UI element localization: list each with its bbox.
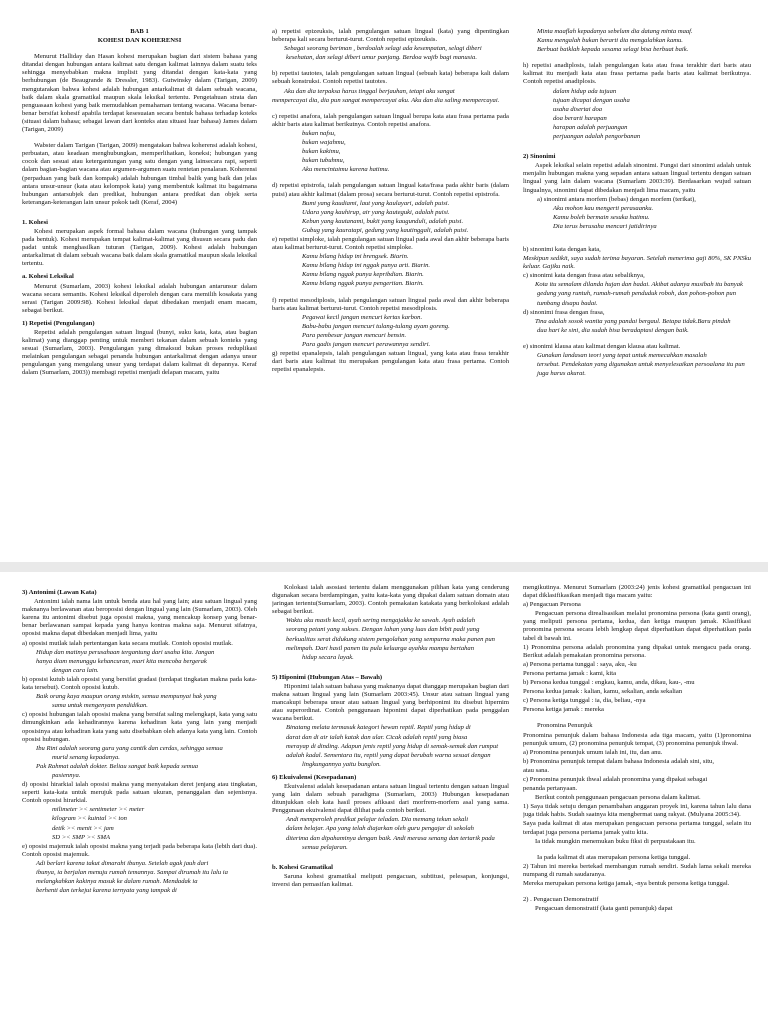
text-line: BAB 1: [130, 28, 149, 35]
text-line: Pengacuan demonstratif (kata ganti penunjuk) dapat: [535, 905, 673, 913]
text-line: detik >< menit >< jam: [52, 824, 114, 832]
text-line: Dia terus berusaha mencari jatidirinya: [553, 222, 657, 230]
text-line: bukan kakimu,: [302, 148, 341, 156]
text-line: Ia tidak mungkin menemukan buku fiksi di perpustakaan itu.: [535, 837, 696, 845]
text-line: mengikutinya. Menurut Sumarlam (2003:24) jenis kohesi gramatikal pengacuan ini dapat diklasifikasikan menjadi tiga macam yaitu:: [523, 584, 751, 600]
text-line: c) Persona ketiga tunggal : ia, dia, beliau, -nya: [523, 697, 646, 705]
spacer: [22, 135, 257, 141]
text-line: Kota itu semalam dilanda hujan dan badai. Akibat adanya musibah itu banyak: [535, 281, 743, 289]
text-line: atau sana.: [523, 766, 549, 774]
text-line: Aku mohon kau mengerti perasaanku.: [553, 204, 654, 212]
text-line: Para pembesar jangan mencuri bensin.: [302, 331, 407, 339]
text-line: Meskipun sedikit, saya sudah terima bayaran. Setelah menerima gaji 80%, SK PNSku keluar. Gajiku naik.: [523, 255, 751, 271]
text-line: diterima dan dipahaminya dengan baik. Andi merasa senang dan tertarik pada: [286, 834, 495, 842]
text-line: Aku mencintaimu karena hatimu.: [302, 166, 390, 174]
text-line: b) oposisi kutub ialah oposisi yang bersifat gradasi (terdapat tingkatan makna pada kata-kata tersebut). Contoh oposisi kutub.: [22, 675, 257, 692]
text-line: d) oposisi hirarkial ialah oposisi makna yang menyatakan deret jenjang atau tingkatan, seperti kata-kata untuk merujuk pada satuan ukuran, penanggalan dan sejenisnya. Contoh oposisi hirarkial.: [22, 781, 257, 805]
text-line: tujuan dicapai dengan usaha: [553, 96, 630, 104]
text-line: b) sinonimi kata dengan kata,: [523, 245, 601, 253]
text-line: 2) Tahun ini mereka bertekad membangun rumah sendiri. Sudah lama sekali mereka numpang di rumah saudaranya.: [523, 862, 751, 878]
text-line: b) repetisi tautotes, ialah pengulangan satuan lingual (sebuah kata) beberapa kali dalam sebuah konstruksi. Contoh repetisi tautotes.: [272, 70, 509, 86]
text-line: Mereka merupakan persona ketiga jamak, -nya bentuk persona ketiga tunggal.: [523, 880, 730, 887]
text-line: Kamu bilang nggak punya pengertian. Biarin.: [302, 280, 424, 288]
document-page-2: [0, 572, 768, 1024]
text-line: Sebagai seorang beriman , berdoalah selagi ada kesempatan, selagi diberi: [284, 45, 482, 53]
text-line: berkualitas serat didukung sistem pengolahan yang sempurna maka panen pun: [286, 635, 495, 643]
text-line: Saya pada kalimat di atas merupakan pengacuan persona pertama tunggal, selain itu terdapat juga persona pertama jamak yaitu kita.: [523, 820, 751, 836]
text-line: Pak Rahmat adalah dokter. Beliau sangat baik kepada semua: [36, 762, 199, 770]
text-line: Waktu aku masih kecil, ayah sering mengajakku ke sawah. Ayah adalah: [286, 617, 475, 625]
text-line: g) repetisi epanalepsis, ialah pengulangan satuan lingual, yang kata atau frasa terakhir dari baris atau kalimat itu merupakan pengulangan kata atau frasa pertama. Contoh repetisi epanalepsis.: [272, 350, 509, 374]
text-line: bukan nafsu,: [302, 129, 336, 137]
text-line: semua pelajaran.: [302, 843, 348, 851]
text-line: a. Kohesi Leksikal: [22, 273, 74, 281]
text-line: b. Kohesi Gramatikal: [272, 863, 333, 871]
column-right: [523, 28, 751, 554]
text-line: Persona ketiga jamak : mereka: [523, 706, 604, 714]
text-line: milimeter >< sentimeter >< meter: [52, 806, 145, 814]
spacer: [272, 853, 509, 859]
text-line: mempercayai dia, dia pun sangat mempercayai aku. Aku dan dia saling mempercayai.: [272, 96, 500, 104]
text-line: d) sinonimi frasa dengan frasa,: [523, 308, 605, 316]
text-line: Kamu mengalah bukan berarti dia mengalahkan kamu.: [537, 37, 683, 45]
text-line: c) oposisi hubungan ialah oposisi makna yang bersifat saling melengkapi, kata yang satu dimungkinkan ada kehadirannya karena kehadiran kata yang lain yang menjadi oposisinya atau kehadiran kata yang satu disebabkan oleh adanya kata yang lain. Contoh oposisi hubungan.: [22, 711, 257, 743]
text-line: berhenti dan terkejut karena ternyata yang tampak di: [36, 887, 177, 895]
text-line: 3) Antonimi (Lawan Kata): [22, 589, 97, 596]
text-line: c) Pronomina penunjuk ihwal adalah pronomina yang dipakai sebagai: [523, 775, 708, 783]
text-line: tumbang disapu badai.: [537, 299, 598, 307]
spacer: [523, 715, 751, 721]
text-line: Berikut contoh penggunaan pengacuan persona dalam kalimat.: [535, 794, 701, 802]
text-line: b) Pronomina penunjuk tempat dalam bahasa Indonesia adalah sini, situ,: [523, 757, 714, 765]
text-line: hidup secara layak.: [302, 653, 354, 661]
text-line: a) oposisi mutlak ialah pertentangan kata secara mutlak. Contoh oposisi mutlak.: [22, 639, 233, 647]
spacer: [523, 232, 751, 238]
text-line: Ibu Rini adalah seorang guru yang cantik dan cerdas, sehingga semua: [36, 744, 223, 752]
page-separator: [0, 562, 768, 572]
spacer: [272, 290, 509, 296]
text-line: melimpah. Dari hasil panen itu pula keluarga ayahku mampu bertahan: [286, 644, 475, 652]
text-line: Udara yang kauhirup, air yang kauteguki, adalah puisi.: [302, 208, 450, 216]
text-line: Minta maaflah kepadanya sebelum dia datang minta maaf.: [537, 28, 693, 35]
text-line: Kolokasi ialah asosiasi tertentu dalam menggunakan pilihan kata yang cenderung digunakan secara berdampingan, yaitu kata-kata yang dipakai dalam satuan domain atau jaringan tertentu(Sumarlam, 2003). Contoh pemakaian katakata yang berkolokasi adalah sebagai berikut.: [272, 584, 509, 616]
text-line: lingkungannya yaitu bunglon.: [302, 760, 381, 768]
text-line: bukan tubuhmu,: [302, 157, 345, 165]
column-middle: [272, 28, 509, 554]
spacer: [523, 55, 751, 61]
text-line: Kamu bilang hidup ini nggak punya arti. Biarin.: [302, 262, 431, 270]
text-line: e) sinonimi klausa atau kalimat dengan klausa atau kalimat.: [523, 342, 681, 350]
text-line: a) Pengacuan Persona: [523, 601, 581, 609]
text-line: h) repetisi anadiplosis, ialah pengulangan kata atau frasa terakhir dari baris atau kalimat itu menjadi kata atau frasa pertama pada baris atau kalimat berikutnya. Contoh repetisi anadiplosis.: [523, 62, 751, 86]
text-line: a) repetisi epizeuksis, ialah pengulangan satuan lingual (kata) yang dipentingkan beberapa kali secara berturut-turut. Contoh repetisi epizeuksis.: [272, 28, 509, 44]
text-line: Pengacuan persona direalisasikan melalui pronomina persona (kata ganti orang), yang meliputi persona pertama, kedua, dan ketiga maupun jamak. Klasifikasi pronomina persona secara lebih lengkap dapat diperhatikan dapat diperhatikan pada tabel di bawah ini.: [523, 610, 751, 642]
text-line: SD >< SMP >< SMA: [52, 833, 110, 841]
text-line: 1) Saya tidak setuju dengan penambahan anggaran proyek ini, karena tahun lalu dana juga tidak habis. Sudah saatnya kita mengbermat uang rakyat. (Mulyana 2005:34).: [523, 803, 751, 819]
text-line: doa berarti harapan: [553, 114, 607, 122]
text-line: Pegawai kecil jangan mencuri kertas karbon.: [302, 313, 423, 321]
text-line: Adi berlari karena takut dimarahi ibunya. Setelah agak jauh dari: [36, 859, 209, 867]
text-line: Wabster dalam Tarigan (Tarigan, 2009) mengatakan bahwa koherensi adalah kohesi, perbuatan, atau keadaan menghubungkan, memperlihatkan, koneksi; hubungan yang cocok dan sesuai atau ketergantungan yang satu dengan yang lainsecara rapi, seperti dalam bagian-bagian wacana atau argumen-argumen suatu rentetan penalaran. Koherensi (perpaduan yang baik dan kompak) adalah hubungan timbal balik yang baik dan jelas antara unsur-unsur (kata atau kelompok kata) yang membentuk kalimat itu bagaimana hubungan antarsubjek dan predikat, hubungan antara predikat dan objek serta keterangan-keterangan lain unsur pokok tadi (Keraf, 2004): [22, 142, 257, 206]
text-line: Hidup dan matinya perusahaan tergantung dari usaha kita. Jangan: [36, 648, 215, 656]
text-line: penanda pertanyaan.: [523, 785, 578, 793]
spacer: [22, 46, 257, 52]
text-line: 2) . Pengacuan Demonstratif: [523, 896, 599, 904]
text-line: Baik orang kaya maupun orang miskin, semua mempunyai hak yang: [36, 693, 217, 701]
text-line: c) sinonimi kata dengan frasa atau sebaliknya,: [523, 272, 645, 280]
text-line: Gunakan landasan teori yang tepat untuk memecahkan masalah: [537, 352, 707, 359]
text-line: Antonimi ialah nama lain untuk benda atau hal yang lain; atau satuan lingual yang maknanya berlawanan atau beroposisi dengan lingual yang lain (Sumarlam, 2003). Oleh karena itu antonimi disebut juga oposisi makna, yang mencakup konsep yang benar-benar berlawanan sampai kepada yang hanya kontras makna saja. Menurut sifatnya, oposisi makna dapat dibedakan menjadi lima, yaitu: [22, 598, 257, 638]
text-line: 6) Ekuivalensi (Kesepadanan): [272, 773, 357, 781]
text-line: gedung yang runtuh, rumah-rumah penduduk roboh, dan pohon-pohon pun: [537, 290, 737, 298]
text-line: Menurut (Sumarlam, 2003) kohesi leksikal adalah hubungan antarunsur dalam wacana secara semantis. Kohesi leksikal diperoleh dengan cara memilih kosakata yang serasi (Tarigan 2009:98). Kohesi leksikal dapat dibedakan menjadi enam macam, sebagai berikut.: [22, 282, 257, 314]
text-line: kesehatan, dan selagi diberi umur panjang. Berdoa wajib bagi manusia.: [286, 54, 477, 62]
text-line: f) repetisi mesodiplosis, ialah pengulangan satuan lingual pada awal dan akhir beberapa baris atau kalimat berturut-turut. Contoh repetisi mesodiplosis.: [272, 296, 509, 312]
text-line: Tina adalah sosok wanita yang pandai bergaul. Betapa tidak.Baru pindah: [535, 317, 731, 325]
text-line: e) repetisi simploke, ialah pengulangan satuan lingual pada awal dan akhir beberapa baris atau kalimat berturut-turut. Contoh repetisi simploke.: [272, 235, 509, 252]
text-line: Kebun yang kautanami, bukit yang kaugunduli, adalah puisi.: [302, 217, 464, 225]
text-line: seorang petani yang sukses. Dengan lahan yang luas dan bibit padi yang: [286, 626, 480, 634]
text-line: 2) Sinonimi: [523, 153, 556, 161]
text-line: Binatang melata termasuk kategori hewan reptil. Reptil yang hidup di: [286, 724, 471, 732]
text-line: harapan adalah perjuangan: [553, 123, 628, 131]
spacer: [523, 142, 751, 148]
spacer: [272, 63, 509, 69]
text-line: Persona pertama jamak : kami, kita: [523, 669, 617, 677]
text-line: Aspek leksikal selain repetisi adalah sinonimi. Fungsi dari sinonimi adalah untuk menjalin hubungan makna yang sepadan antara satuan lingual tertentu dengan satuan lingual yang lain dalam wacana (Sumarlam 2003:39). Berdasarkan wujud satuan lingualnya, sinonimi dapat dibedakan menjadi lima macam, yaitu: [523, 162, 751, 194]
text-line: Kamu bilang nggak punya kepribdian. Biarin.: [302, 271, 424, 279]
text-line: pasiennya.: [52, 771, 81, 779]
text-line: Gubug yang kauratapi, gedung yang kautinggali, adalah puisi.: [302, 226, 469, 234]
spacer: [272, 106, 509, 112]
spacer: [272, 175, 509, 181]
text-line: bukan wajahmu,: [302, 139, 346, 147]
text-line: Repetisi adalah pengulangan satuan lingual (bunyi, suku kata, kata, atau bagian kalimat) yang dianggap penting untuk memberi tekanan dalam sebuah konteks yang sesuai (Sumarlam, 2003). Pengulangan yang dimaksud bukan proses reduplikasi melainkan pengulangan sebagai penanda hubungan antarkalimat dengan adanya unsur pengulangan yang mengulang unsur yang terdapat dalam kalimat di depannya. Keraf dalam (Sumarlam, 2003)) membagi repetisi menjadi delapan macam, yaitu: [22, 329, 257, 377]
text-line: Persona kedua jamak : kalian, kamu, sekalian, anda sekalian: [523, 688, 683, 696]
column-right: [523, 584, 751, 1024]
text-line: murid senang kepadanya.: [52, 753, 120, 761]
spacer: [22, 208, 257, 214]
spacer: [523, 847, 751, 853]
text-line: Para gadis jangan mencuri perawannya sendiri.: [302, 341, 431, 348]
text-line: Andi memperoleh predikat pelajar teladan. Dia memang tekun sekali: [286, 816, 469, 824]
text-line: dua hari ke sini, dia sudah bisa beradaptasi dengan baik.: [537, 326, 689, 334]
text-line: 1) Pronomina persona adalah pronomina yang dipakai untuk mengacu pada orang. Berikut adalah pemakaian pronomina persona.: [523, 643, 751, 659]
text-line: hanya diam menunggu kehancuran, mari kita mencoba bergerak: [36, 657, 207, 665]
text-line: dengan cara lain.: [52, 666, 99, 674]
text-line: b) Persona kedua tunggal : engkau, kamu, anda, dikau, kau-, -mu: [523, 679, 695, 687]
text-line: Ekuivalensi adalah kesepadanan antara satuan lingual tertentu dengan satuan lingual yang lain dalam sebuah paradigma (Sumarlam, 2003) Hubungan kesepadanan ditunjukkan oleh kata hasil proses afiksasi dari morfrem-morfem asal yang sama. Penggunaan ekuivalensi dapat dilihat pada contoh berikut.: [272, 782, 509, 815]
text-line: merayap di dinding. Adapun jenis reptil yang hidup di semak-semak dan rumput: [286, 742, 499, 750]
column-middle: [272, 584, 509, 1024]
text-line: Menurut Halliday dan Hasan kohesi merupakan bagian dari sistem bahasa yang ditandai dengan hubungan antara kalimat satu dengan kalimat lainnya dalam suatu teks sehingga menyebabkan makna implisit yang ditandai dengan kata-kata yang berhubungan (de Beaugrande & Dressler, 1983). Gutwinsky dalam (Tarigan, 2009) mengutarakan bahwa kohesi adalah hubungan antarkalimat di dalam sebuah wacana, baik dalam skala gramatikal maupun skala leksikal tertentu. Pengetahuan strata dan penguasaan kohesi yang baik memudahkan pemahaman tentang wacana. Wacana benar-benar bersifat kohesif apabila terdapat kesesuaian secara bentuk bahasa terhadap koteks (situasi dalam bahasa; sebagai lawan dari konteks atau situasi luar bahasa) James dalam (Tarigan, 2009): [22, 53, 257, 134]
text-line: KOHESI DAN KOHERENSI: [97, 37, 182, 45]
text-line: Ia pada kalimat di atas merupakan persona ketiga tunggal.: [537, 853, 691, 861]
text-line: ibunya, ia berjalan menuju rumah temannya. Sampai dirumah itu lalu ia: [36, 869, 228, 876]
text-line: Bumi yang kaudiami, laut yang kaulayari, adalah puisi.: [302, 199, 450, 207]
spacer: [523, 239, 751, 245]
text-line: perjuangan adalah pengorbanan: [553, 133, 641, 141]
text-line: 5) Hiponimi (Hubungan Atas – Bawah): [272, 673, 383, 681]
text-line: kilogram >< kuintal >< ton: [52, 815, 127, 823]
text-line: Aku dan dia terpaksa harus tinggal berjauhan, tetapi aku sangat: [284, 87, 455, 95]
text-line: Pronomina penunjuk dalam bahasa Indonesia ada tiga macam, yaitu (1)pronomina penunjuk umum, (2) pronomina penunjuk tempat, (3) pronomina penunjuk ihwal.: [523, 731, 751, 747]
text-line: 1. Kohesi: [22, 218, 49, 226]
text-line: darat dan di air ialah katak dan ular. Cicak adalah reptil yang biasa: [286, 733, 468, 741]
text-line: a) sinonimi antara morfem (bebas) dengan morfem (terikat),: [537, 195, 696, 203]
spacer: [523, 889, 751, 895]
text-line: a) Persona pertama tunggal : saya, aku, -ku: [523, 660, 637, 668]
column-left: [22, 584, 257, 1024]
text-line: juga harus akurat.: [537, 370, 586, 378]
text-line: a) Pronomina penunjuk umum ialah ini, itu, dan anu.: [523, 748, 663, 756]
spacer: [523, 336, 751, 342]
text-line: e) oposisi majemuk ialah oposisi makna yang terjadi pada beberapa kata (lebih dari dua). Contoh oposisi majemuk.: [22, 842, 257, 858]
text-line: melangkahkan kakinya masuk ke dalam rumah. Mendadak ia: [36, 878, 198, 886]
text-line: Kohesi merupakan aspek formal bahasa dalam wacana (hubungan yang tampak pada bentuk). Kohesi merupakan tempat kalimat-kalimat yang disusun secara padu dan padat untuk menghasilkan tuturan (Tarigan, 2009). Kohesi adalah hubungan antarkalimat di dalam sebuah wacana baik dalam skala gramatikal maupun skala leksikal tertentu.: [22, 227, 257, 268]
text-line: sama untuk mengenyam pendidikan.: [52, 702, 148, 710]
text-line: Berbuat baiklah kepada sesama selagi bisa berbuat baik.: [537, 46, 689, 54]
text-line: Saruna kohesi gramatikal meliputi pengacuan, subtitusi, pelesapan, konjungsi, inversi dan pemasifan kalimat.: [272, 872, 509, 888]
text-line: dalam belajar. Apa yang telah diajarkan oleh guru pengajar di sekolah: [286, 825, 474, 833]
text-line: dalam hidup ada tujuan: [553, 87, 617, 95]
text-line: usaha disertai doa: [553, 105, 603, 113]
text-line: Pronomina Penunjuk: [537, 722, 593, 730]
text-line: Kamu boleh bermain sesuka hatimu.: [553, 213, 650, 221]
text-line: tersebut. Pendekatan yang digunakan untuk menyelesaikan persoalana itu pun: [537, 361, 745, 369]
text-line: c) repetisi anafora, ialah pengulangan satuan lingual berupa kata atau frasa pertama pada akhir baris atau kalimat berikutnya. Contoh repetisi anafora.: [272, 112, 509, 128]
spacer: [272, 663, 509, 669]
column-left: [22, 28, 257, 554]
text-line: Babu-babu jangan mencuri tulang-tulang ayam goreng.: [302, 322, 450, 330]
text-line: d) repetisi epistrofa, ialah pengulangan satuan lingual kata/frasa pada akhir baris (dalam puisi) atau akhir kalimat (dalam prosa) secara berturut-turut. Contoh repetisi epistrofa.: [272, 182, 509, 198]
text-line: 1) Repetisi (Pengulangan): [22, 319, 95, 327]
text-line: Kamu bilang hidup ini brengsek. Biarin.: [302, 253, 409, 261]
text-line: adalah kadal. Sementara itu, reptil yang dapat berubah warna sesuai dengan: [286, 751, 491, 759]
text-line: Hiponimi ialah satuan bahasa yang maknanya dapat dianggap merupakan bagian dari makna satuan lingual yang lain (Sumarlam 2003:45). Unsur atau satuan lingual yang mancakupi beberapa unsur atau satuan lingual yang berhiponimi itu disebut hipernim atau superordinat. Contoh penggunaan hiponimi dapat diperhatikan pada penggalan wacana berikut.: [272, 682, 509, 723]
